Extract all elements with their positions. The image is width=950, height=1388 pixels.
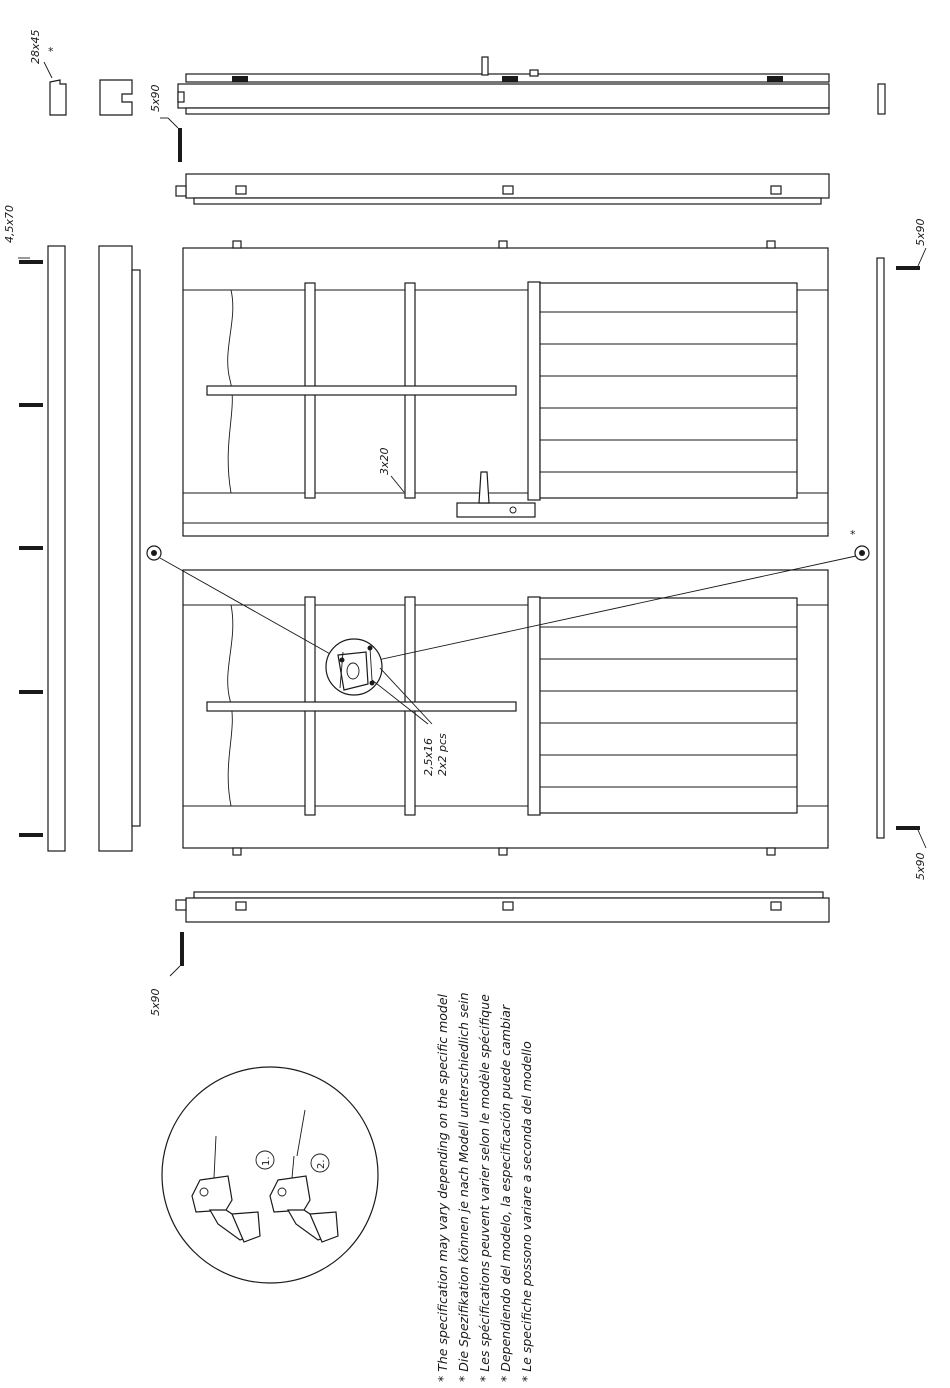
label-2x2-pcs: 2x2 pcs <box>436 733 449 776</box>
hinge-pin-right <box>855 546 869 560</box>
lower-door-panel <box>183 570 828 855</box>
screw-5x90-bottom <box>170 932 184 976</box>
label-4-5x70: 4,5x70 <box>3 204 16 243</box>
label-5x90-top: 5x90 <box>149 84 162 112</box>
label-5x90-right-top: 5x90 <box>914 218 927 246</box>
right-post-board <box>877 258 884 838</box>
lower-rail <box>176 892 829 922</box>
note-es: * Dependiendo del modelo, la especificación puede cambiar <box>498 1004 513 1382</box>
label-5x90-right-bottom: 5x90 <box>914 852 927 880</box>
specification-notes <box>435 992 534 1382</box>
note-it: * Le specifiche possono variare a seconda del modello <box>519 1041 534 1382</box>
top-frame-with-hinges <box>178 57 829 114</box>
screws-4-5x70 <box>18 258 43 837</box>
label-3x20: 3x20 <box>378 447 391 475</box>
upper-door-panel <box>183 241 828 536</box>
left-post-boards <box>48 246 140 851</box>
screw-5x90-right-bottom <box>896 826 926 848</box>
hinge-pin-left <box>147 546 161 560</box>
note-de: * Die Spezifikation können je nach Modell unterschiedlich sein <box>456 992 471 1382</box>
screw-5x90-top <box>160 118 182 162</box>
step-2-label: 2. <box>316 1159 327 1169</box>
right-profile-section <box>878 84 885 114</box>
screw-5x90-right-top <box>896 248 926 270</box>
step-1-label: 1. <box>261 1156 272 1166</box>
profile-section-28x45 <box>44 62 132 115</box>
label-2-5x16: 2,5x16 <box>422 737 435 776</box>
note-fr: * Les spécifications peuvent varier selon le modèle spécifique <box>477 994 492 1382</box>
drill-instruction-circle <box>162 1067 378 1283</box>
label-5x90-bottom: 5x90 <box>149 988 162 1016</box>
label-asterisk-top: * <box>48 45 54 58</box>
upper-rail <box>176 174 829 204</box>
label-28x45: 28x45 <box>29 29 42 64</box>
note-en: * The specification may vary depending on the specific model <box>435 994 450 1382</box>
label-asterisk-hinge: * <box>850 528 856 541</box>
